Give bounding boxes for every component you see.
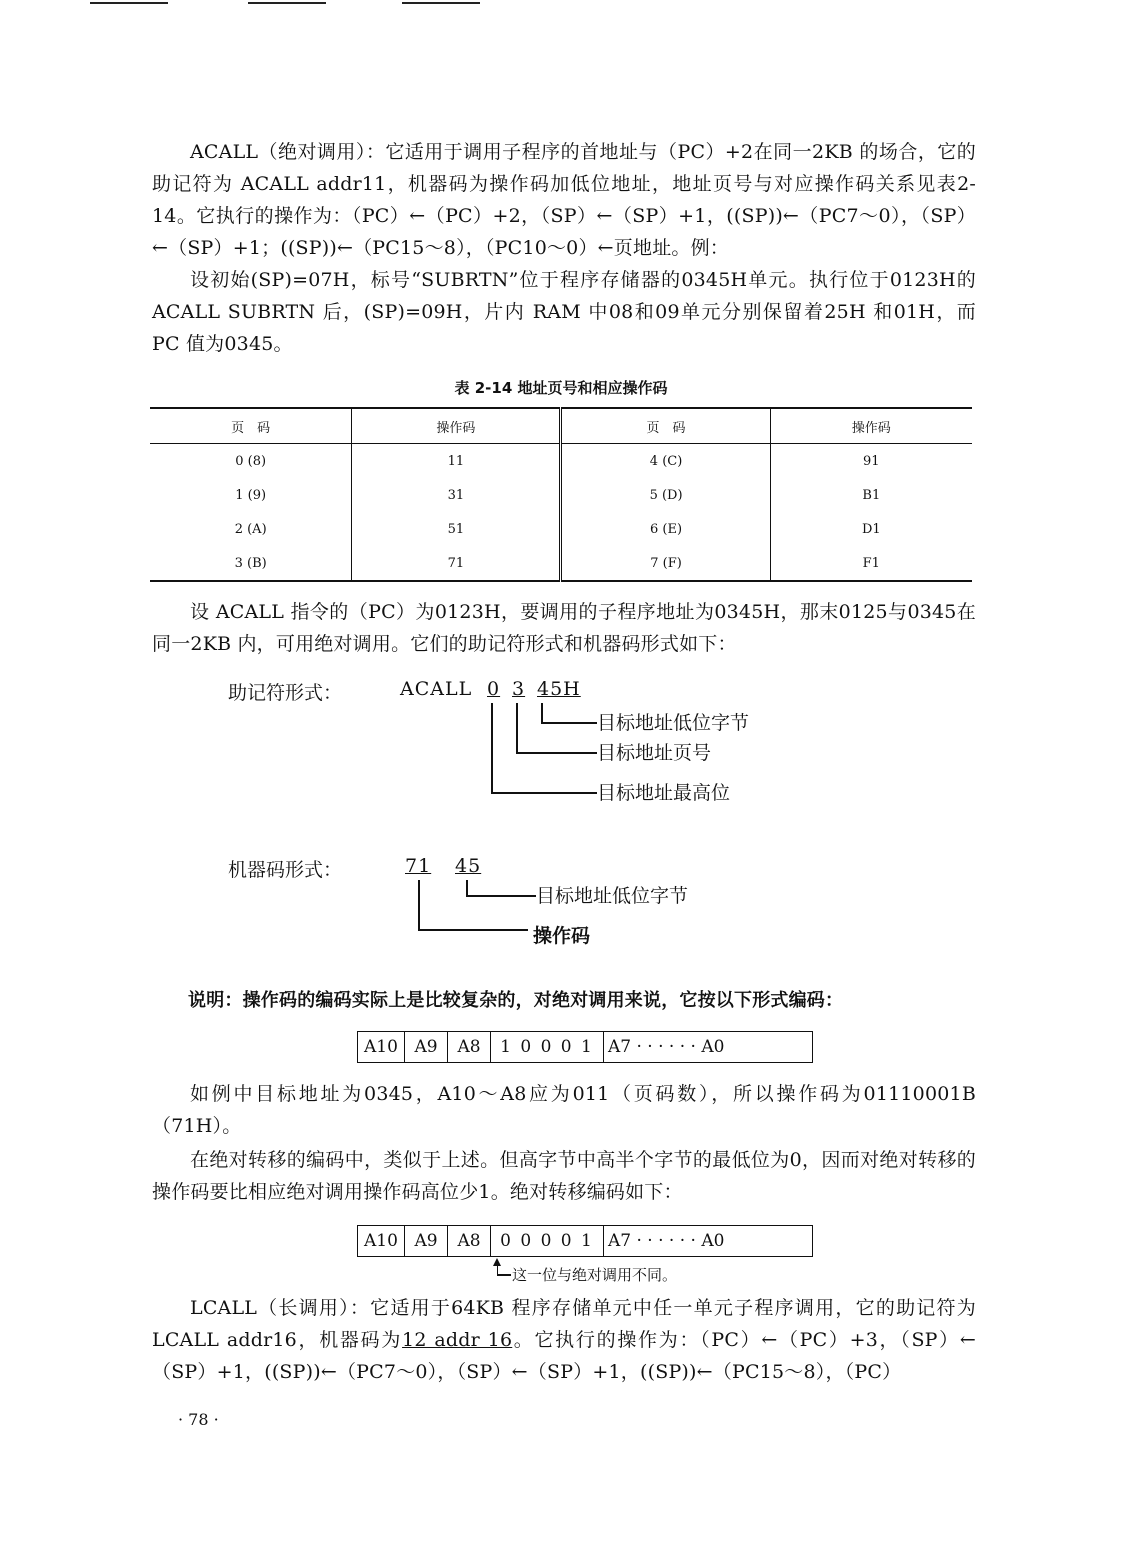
bracket-line xyxy=(541,722,597,724)
bracket-line xyxy=(491,792,597,794)
acall-intro-paragraph: ACALL（绝对调用）：它适用于调用子程序的首地址与（PC）+2在同一2KB 的场合，它的助记符为 ACALL addr11，机器码为操作码加低位地址，地址页号与对应操作码关系见表2-14。它执行的操作为：（PC）←（PC）+2，（SP）←（SP）+1，((SP))←（PC7～0），（SP）←（SP）+1；((SP))←（PC15～8），（PC10～0）←页地址。例： xyxy=(152,141,976,259)
cell: 3 (B) xyxy=(234,555,267,571)
bracket-line xyxy=(541,703,543,723)
cell: 5 (D) xyxy=(561,478,770,512)
cell: D1 xyxy=(770,512,972,546)
acall-pc-paragraph: 设 ACALL 指令的（PC）为0123H，要调用的子程序地址为0345H，那末0125与0345在同一2KB 内，可用绝对调用。它们的助记符形式和机器码形式如下： xyxy=(152,601,976,655)
table-row xyxy=(150,512,972,546)
bracket-line xyxy=(491,703,493,793)
encoding-cell: 0 0 0 0 1 xyxy=(491,1226,604,1256)
encoding-cell: A10 xyxy=(358,1226,405,1256)
table-row xyxy=(150,546,972,581)
annotation-opcode: 操作码 xyxy=(533,925,591,947)
cell: 51 xyxy=(352,512,561,546)
mnemonic-op: ACALL xyxy=(400,678,473,700)
header-page-2: 页 码 xyxy=(561,408,770,444)
top-rule-3 xyxy=(402,2,480,4)
top-rule-1 xyxy=(90,2,168,4)
note-paragraph: 说明：操作码的编码实际上是比较复杂的，对绝对调用来说，它按以下形式编码： xyxy=(188,990,844,1011)
encoding-cell: A9 xyxy=(405,1226,448,1256)
cell: F1 xyxy=(770,546,972,581)
annotation-highest-bit: 目标地址最高位 xyxy=(597,782,731,804)
bracket-line xyxy=(516,703,518,753)
page-opcode-table xyxy=(150,407,972,582)
bracket-line xyxy=(516,752,597,754)
lcall-machine-code: 12 addr 16 xyxy=(402,1329,513,1351)
annotation-machine-low: 目标地址低位字节 xyxy=(536,885,689,907)
cell: 2 (A) xyxy=(234,521,267,537)
bracket-line xyxy=(466,895,536,897)
encoding-cell: A7 · · · · · · A0 xyxy=(608,1037,725,1057)
encoding-cell: A9 xyxy=(405,1032,448,1062)
encoding-cell: 1 0 0 0 1 xyxy=(491,1032,604,1062)
table-row xyxy=(150,478,972,512)
lcall-paragraph xyxy=(152,1292,976,1388)
example-paragraph: 设初始(SP)=07H，标号“SUBRTN”位于程序存储器的0345H单元。执行位于0123H的 ACALL SUBRTN 后，(SP)=09H，片内 RAM 中08和09单元分别保留着25H 和01H，而 PC 值为0345。 xyxy=(152,269,976,355)
mnemonic-low-byte: 45H xyxy=(537,678,581,700)
bracket-line xyxy=(418,929,528,931)
machine-byte-low: 45 xyxy=(455,855,482,877)
mnemonic-form-label: 助记符形式： xyxy=(228,682,343,704)
encoding-cell: A8 xyxy=(448,1226,491,1256)
cell: 7 (F) xyxy=(561,546,770,581)
acall-encoding-box xyxy=(357,1031,813,1063)
pointer-line xyxy=(497,1274,511,1276)
header-opcode-1: 操作码 xyxy=(352,408,561,444)
cell: 71 xyxy=(352,546,561,581)
table-header-row xyxy=(150,408,972,444)
cell: 11 xyxy=(352,444,561,479)
header-opcode-2: 操作码 xyxy=(770,408,972,444)
table-row xyxy=(150,444,972,479)
machine-form-label: 机器码形式： xyxy=(228,859,343,881)
mnemonic-digit-high: 0 xyxy=(487,678,501,700)
cell: 91 xyxy=(770,444,972,479)
cell: B1 xyxy=(770,478,972,512)
lcall-text-b: 。它执行的操作为：（PC）←（PC）+3，（SP）←（SP）+1，((SP))←（PC7～0），（SP）←（SP）+1，((SP))←（PC15～8），（PC） xyxy=(152,1329,976,1383)
ajmp-paragraph: 在绝对转移的编码中，类似于上述。但高字节中高半个字节的最低位为0，因而对绝对转移的操作码要比相应绝对调用操作码高位少1。绝对转移编码如下： xyxy=(152,1149,976,1203)
cell: 31 xyxy=(352,478,561,512)
top-rule-2 xyxy=(248,2,326,4)
cell: 0 (8) xyxy=(235,453,267,469)
annotation-low-byte: 目标地址低位字节 xyxy=(597,712,750,734)
bracket-line xyxy=(466,880,468,896)
ajmp-encoding-box xyxy=(357,1225,813,1257)
cell: 6 (E) xyxy=(561,512,770,546)
encoding-cell: A7 · · · · · · A0 xyxy=(608,1231,725,1251)
table-caption: 表 2-14 地址页号和相应操作码 xyxy=(454,379,668,397)
encoding-cell: A8 xyxy=(448,1032,491,1062)
example-code-paragraph: 如例中目标地址为0345，A10～A8应为011（页码数），所以操作码为01110001B（71H）。 xyxy=(152,1083,976,1137)
ajmp-bit-note: 这一位与绝对调用不同。 xyxy=(512,1266,678,1284)
mnemonic-digit-page: 3 xyxy=(512,678,526,700)
annotation-page-number: 目标地址页号 xyxy=(597,742,712,764)
encoding-cell: A10 xyxy=(358,1032,405,1062)
cell: 4 (C) xyxy=(561,444,770,479)
cell: 1 (9) xyxy=(235,487,267,503)
header-page-1: 页 码 xyxy=(150,408,352,444)
page-number: · 78 · xyxy=(178,1410,219,1429)
bracket-line xyxy=(418,880,420,930)
machine-byte-opcode: 71 xyxy=(405,855,432,877)
lcall-text-a: LCALL（长调用）：它适用于64KB 程序存储单元中任一单元子程序调用，它的助记符为 LCALL addr16，机器码为 xyxy=(152,1297,976,1351)
